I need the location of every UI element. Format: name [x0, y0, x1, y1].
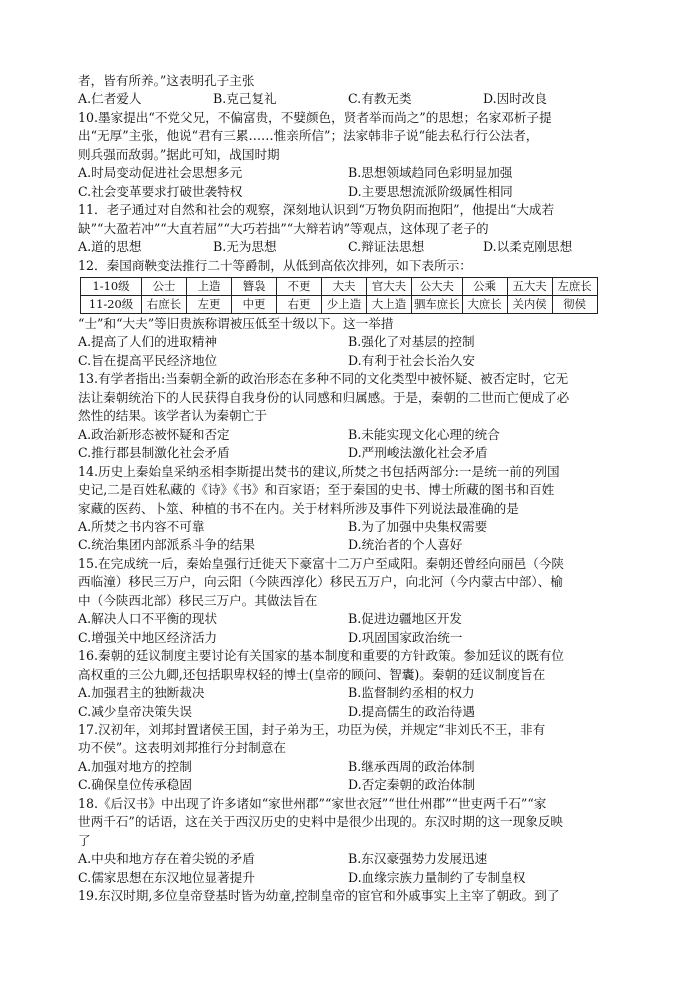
rank-cell: 大庶长 [462, 295, 507, 313]
exam-page [78, 72, 618, 905]
q12-option-c[interactable]: C.旨在提高平民经济地位 [78, 352, 218, 368]
rank-cell: 簪袅 [232, 277, 277, 295]
q14-options-row [78, 536, 618, 554]
q14-option-d[interactable]: D.统治者的个人喜好 [348, 537, 463, 553]
q16-option-d[interactable]: D.提高儒生的政治待遇 [348, 703, 475, 719]
rank-cell: 右更 [277, 295, 322, 313]
q11-options [78, 238, 618, 256]
q13-option-b[interactable]: B.未能实现文化心理的统合 [348, 426, 500, 442]
q13-stem-line: 13.有学者指出:当秦朝全新的政治形态在多种不同的文化类型中被怀疑、被否定时，它无 [78, 371, 569, 387]
q13-option-a[interactable]: A.政治新形态被怀疑和否定 [78, 426, 230, 442]
q17-option-a[interactable]: A.加强对地方的控制 [78, 758, 192, 774]
q11-option-c[interactable]: C.辩证法思想 [348, 239, 425, 255]
q15-option-d[interactable]: D.巩固国家政治统一 [348, 629, 463, 645]
q10-stem-line: 10.墨家提出“不党父兄，不偏富贵，不嬖颜色，贤者举而尚之”的思想；名家邓析子提 [78, 109, 552, 125]
q12-option-b[interactable]: B.强化了对基层的控制 [348, 334, 475, 350]
q16-option-a[interactable]: A.加强君主的独断裁决 [78, 685, 205, 701]
rank-cell: 左更 [187, 295, 232, 313]
q9-stem-line: 者，皆有所养。”这表明孔子主张 [78, 73, 255, 88]
q12-stem-line: “士”和“大夫”等旧贵族称谓被压低至十级以下。这一举措 [78, 315, 394, 331]
q18-stem-line: 了 [78, 832, 91, 848]
q9-option-c[interactable]: C.有教无类 [348, 91, 412, 107]
rank-cell: 左庶长 [552, 277, 597, 295]
q18-option-c[interactable]: C.儒家思想在东汉地位显著提升 [78, 869, 255, 885]
rank-cell: 右庶长 [142, 295, 187, 313]
rank-cell: 大夫 [322, 277, 367, 295]
q16-option-c[interactable]: C.减少皇帝决策失误 [78, 703, 192, 719]
q14-options-row [78, 518, 618, 536]
q18-options-row [78, 869, 618, 887]
q16-option-b[interactable]: B.监督制约丞相的权力 [348, 685, 475, 701]
q13-options-row [78, 444, 618, 462]
rank-table [80, 277, 598, 314]
rank-cell: 彻侯 [552, 295, 597, 313]
q11-stem-line: 11．老子通过对自然和社会的观察，深刻地认识到“万物负阴而抱阳”，他提出“大成若 [78, 202, 555, 218]
q12-option-d[interactable]: D.有利于社会长治久安 [348, 352, 475, 368]
q17-options-row [78, 758, 618, 776]
rank-cell: 公士 [142, 277, 187, 295]
q12-options-row [78, 333, 618, 351]
q10-option-d[interactable]: D.主要思想流派阶级属性相同 [348, 183, 513, 199]
q13-options-row [78, 426, 618, 444]
q18-options-row [78, 850, 618, 868]
rank-cell: 官大夫 [367, 277, 412, 295]
q17-stem-line: 17.汉初年，刘邦封置诸侯王国，封子弟为王，功臣为侯，并规定“非刘氏不王，非有 [78, 721, 546, 737]
q13-stem-line: 然性的结果。该学者认为秦朝亡于 [78, 408, 267, 424]
q9-option-a[interactable]: A.仁者爱人 [78, 91, 142, 107]
q14-option-c[interactable]: C.统治集团内部派系斗争的结果 [78, 537, 255, 553]
q12-options-row [78, 352, 618, 370]
rank-table-row [81, 295, 598, 313]
q9-options [78, 90, 618, 108]
q10-stem-line: 则兵强而敌弱。”据此可知，战国时期 [78, 146, 280, 162]
q10-options-row [78, 183, 618, 201]
q14-option-b[interactable]: B.为了加强中央集权需要 [348, 518, 488, 534]
q15-options-row [78, 629, 618, 647]
q17-option-d[interactable]: D.否定秦朝的政治体制 [348, 777, 475, 793]
q15-options-row [78, 610, 618, 628]
q15-option-c[interactable]: C.增强关中地区经济活力 [78, 629, 218, 645]
q14-stem-line: 家藏的医药、卜筮、种植的书不在内。关于材料所涉及事件下列说法最准确的是 [78, 500, 519, 516]
q17-option-b[interactable]: B.继承西周的政治体制 [348, 758, 475, 774]
rank-cell: 五大夫 [507, 277, 552, 295]
q18-option-d[interactable]: D.血缘宗族力量制约了专制皇权 [348, 869, 526, 885]
q18-option-b[interactable]: B.东汉豪强势力发展迅速 [348, 851, 488, 867]
q18-stem-line: 世两千石”的话语，这在关于西汉历史的史料中是很少出现的。东汉时期的这一现象反映 [78, 814, 564, 830]
q10-options-row [78, 164, 618, 182]
rank-cell: 少上造 [322, 295, 367, 313]
q17-option-c[interactable]: C.确保皇位传承稳固 [78, 777, 192, 793]
q10-option-c[interactable]: C.社会变革要求打破世袭特权 [78, 183, 243, 199]
q18-stem-line: 18.《后汉书》中出现了许多诸如“家世州郡”“家世衣冠”“世仕州郡”“世吏两千石”“家 [78, 795, 547, 811]
q16-stem-line: 16.秦朝的廷议制度主要讨论有关国家的基本制度和重要的方针政策。参加廷议的既有位 [78, 648, 564, 664]
q16-options-row [78, 703, 618, 721]
rank-cell: 不更 [277, 277, 322, 295]
rank-cell: 关内侯 [507, 295, 552, 313]
rank-cell: 1-10级 [81, 277, 142, 295]
q12-option-a[interactable]: A.提高了人们的进取精神 [78, 334, 218, 350]
q9-option-b[interactable]: B.克己复礼 [213, 91, 277, 107]
q14-option-a[interactable]: A.所焚之书内容不可靠 [78, 518, 205, 534]
q10-option-a[interactable]: A.时局变动促进社会思想多元 [78, 165, 243, 181]
q12-stem-line: 12．秦国商鞅变法推行二十等爵制，从低到高依次排列，如下表所示： [78, 257, 472, 273]
rank-cell: 公乘 [462, 277, 507, 295]
q15-stem-line: 中（今陕西北部）移民三万户。其做法旨在 [78, 592, 318, 608]
q11-option-d[interactable]: D.以柔克刚思想 [483, 239, 573, 255]
q13-option-d[interactable]: D.严刑峻法激化社会矛盾 [348, 445, 488, 461]
q15-option-a[interactable]: A.解决人口不平衡的现状 [78, 611, 218, 627]
rank-cell: 驷车庶长 [412, 295, 463, 313]
rank-cell: 公大夫 [412, 277, 463, 295]
rank-cell: 上造 [187, 277, 232, 295]
q15-option-b[interactable]: B.促进边疆地区开发 [348, 611, 463, 627]
rank-cell: 中更 [232, 295, 277, 313]
q11-option-a[interactable]: A.道的思想 [78, 239, 142, 255]
q16-stem-line: 高权重的三公九卿,还包括职卑权轻的博士(皇帝的顾问、智囊)。秦朝的廷议制度旨在 [78, 666, 546, 682]
q17-options-row [78, 776, 618, 794]
rank-table-row [81, 277, 598, 295]
q16-options-row [78, 684, 618, 702]
q11-stem-line: 缺”“大盈若冲”“大直若屈”“大巧若拙”“大辩若讷”等观点，这体现了老子的 [78, 220, 489, 236]
q10-option-b[interactable]: B.思想领域趋同色彩明显加强 [348, 165, 513, 181]
q14-stem-line: 14.历史上秦始皇采纳丞相李斯提出焚书的建议,所焚之书包括两部分:一是统一前的列国 [78, 463, 560, 479]
rank-cell: 11-20级 [81, 295, 142, 313]
q14-stem-line: 史记,二是百姓私藏的《诗》《书》和百家语；至于秦国的史书、博士所藏的图书和百姓 [78, 482, 555, 498]
q18-option-a[interactable]: A.中央和地方存在着尖锐的矛盾 [78, 851, 255, 867]
q19-stem-line: 19.东汉时期,多位皇帝登基时皆为幼童,控制皇帝的宦官和外戚事实上主宰了朝政。到了 [78, 888, 560, 904]
q13-option-c[interactable]: C.推行郡县制激化社会矛盾 [78, 445, 230, 461]
q10-stem-line: 出“无厚”主张，他说“君有三累……惟亲所信”；法家韩非子说“能去私行行公法者， [78, 128, 539, 144]
q15-stem-line: 15.在完成统一后，秦始皇强行迁徙天下豪富十二万户至咸阳。秦朝还曾经向丽邑（今陕 [78, 555, 564, 571]
q15-stem-line: 西临潼）移民三万户，向云阳（今陕西淳化）移民五万户，向北河（今内蒙古中部）、榆 [78, 574, 563, 590]
q9-option-d[interactable]: D.因时改良 [483, 91, 548, 107]
q17-stem-line: 功不侯”。这表明刘邦推行分封制意在 [78, 740, 286, 756]
rank-cell: 大上造 [367, 295, 412, 313]
q13-stem-line: 法让秦朝统治下的人民获得自我身份的认同感和归属感。于是，秦朝的二世而亡便成了必 [78, 389, 570, 405]
q11-option-b[interactable]: B.无为思想 [213, 239, 277, 255]
